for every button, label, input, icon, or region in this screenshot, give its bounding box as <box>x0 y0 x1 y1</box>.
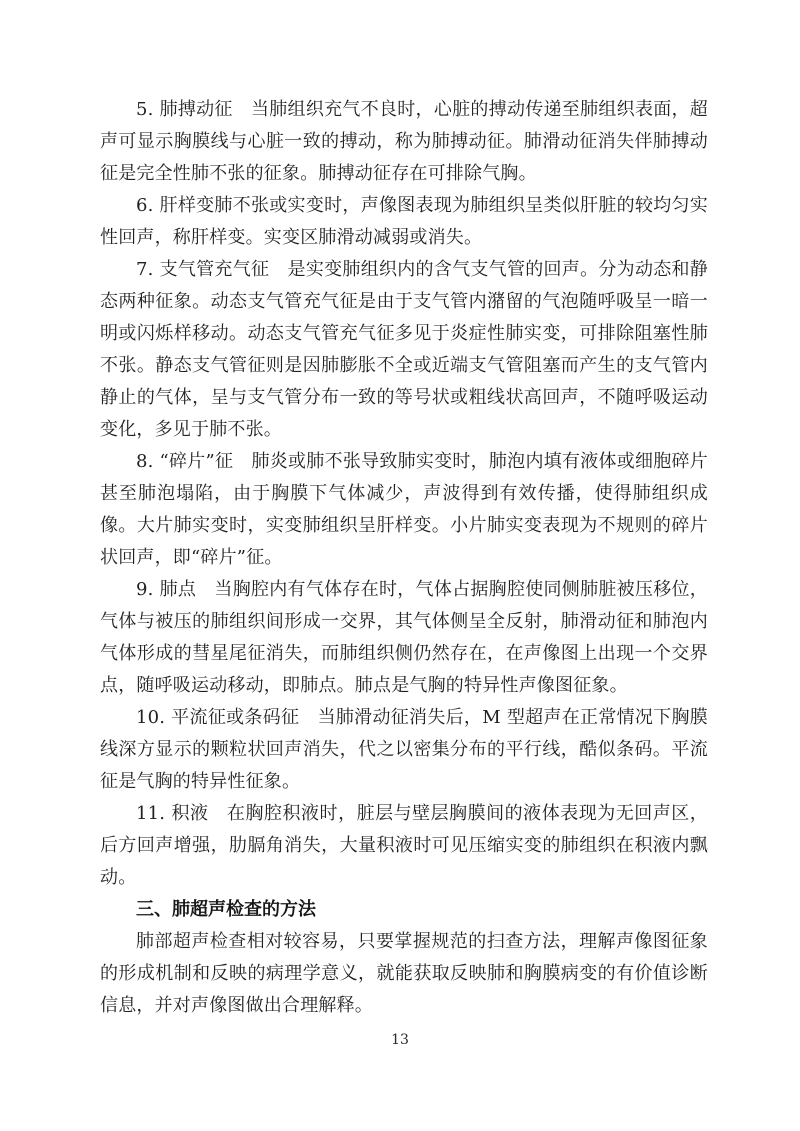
paragraph-lung-pulse-sign: 5. 肺搏动征 当肺组织充气不良时，心脏的搏动传递至肺组织表面，超声可显示胸膜线与心脏一致的搏动，称为肺搏动征。肺滑动征消失伴肺搏动征是完全性肺不张的征象。肺搏动征存在可排除气胸。 <box>100 99 708 184</box>
paragraph-hepatization: 6. 肝样变肺不张或实变时，声像图表现为肺组织呈类似肝脏的较均匀实性回声，称肝样变。实变区肺滑动减弱或消失。 <box>100 195 708 248</box>
paragraph-lung-point: 9. 肺点 当胸腔内有气体存在时，气体占据胸腔使同侧肺脏被压移位，气体与被压的肺组织间形成一交界，其气体侧呈全反射，肺滑动征和肺泡内气体形成的彗星尾征消失，而肺组织侧仍然存在，在声像图上出现一个交界点，随呼吸运动移动，即肺点。肺点是气胸的特异性声像图征象。 <box>100 579 708 696</box>
paragraph-stratosphere-sign: 10. 平流征或条码征 当肺滑动征消失后，M 型超声在正常情况下胸膜线深方显示的颗粒状回声消失，代之以密集分布的平行线，酷似条码。平流征是气胸的特异性征象。 <box>100 707 708 792</box>
section-heading: 三、肺超声检查的方法 <box>136 899 316 920</box>
paragraph-effusion: 11. 积液 在胸腔积液时，脏层与壁层胸膜间的液体表现为无回声区，后方回声增强，肋膈角消失，大量积液时可见压缩实变的肺组织在积液内飘动。 <box>100 803 708 888</box>
page-number: 13 <box>391 1032 409 1048</box>
paragraph-shred-sign: 8. “碎片”征 肺炎或肺不张导致肺实变时，肺泡内填有液体或细胞碎片甚至肺泡塌陷，由于胸膜下气体减少，声波得到有效传播，使得肺组织成像。大片肺实变时，实变肺组织呈肝样变。小片肺实变表现为不规则的碎片状回声，即“碎片”征。 <box>100 451 708 568</box>
page-content <box>100 94 708 1022</box>
paragraph-air-bronchogram: 7. 支气管充气征 是实变肺组织内的含气支气管的回声。分为动态和静态两种征象。动态支气管充气征是由于支气管内潴留的气泡随呼吸呈一暗一明或闪烁样移动。动态支气管充气征多见于炎症性肺实变，可排除阻塞性肺不张。静态支气管征则是因肺膨胀不全或近端支气管阻塞而产生的支气管内静止的气体，呈与支气管分布一致的等号状或粗线状高回声，不随呼吸运动变化，多见于肺不张。 <box>100 259 708 440</box>
paragraph-method-intro: 肺部超声检查相对较容易，只要掌握规范的扫查方法，理解声像图征象的形成机制和反映的病理学意义，就能获取反映肺和胸膜病变的有价值诊断信息，并对声像图做出合理解释。 <box>100 931 708 1016</box>
